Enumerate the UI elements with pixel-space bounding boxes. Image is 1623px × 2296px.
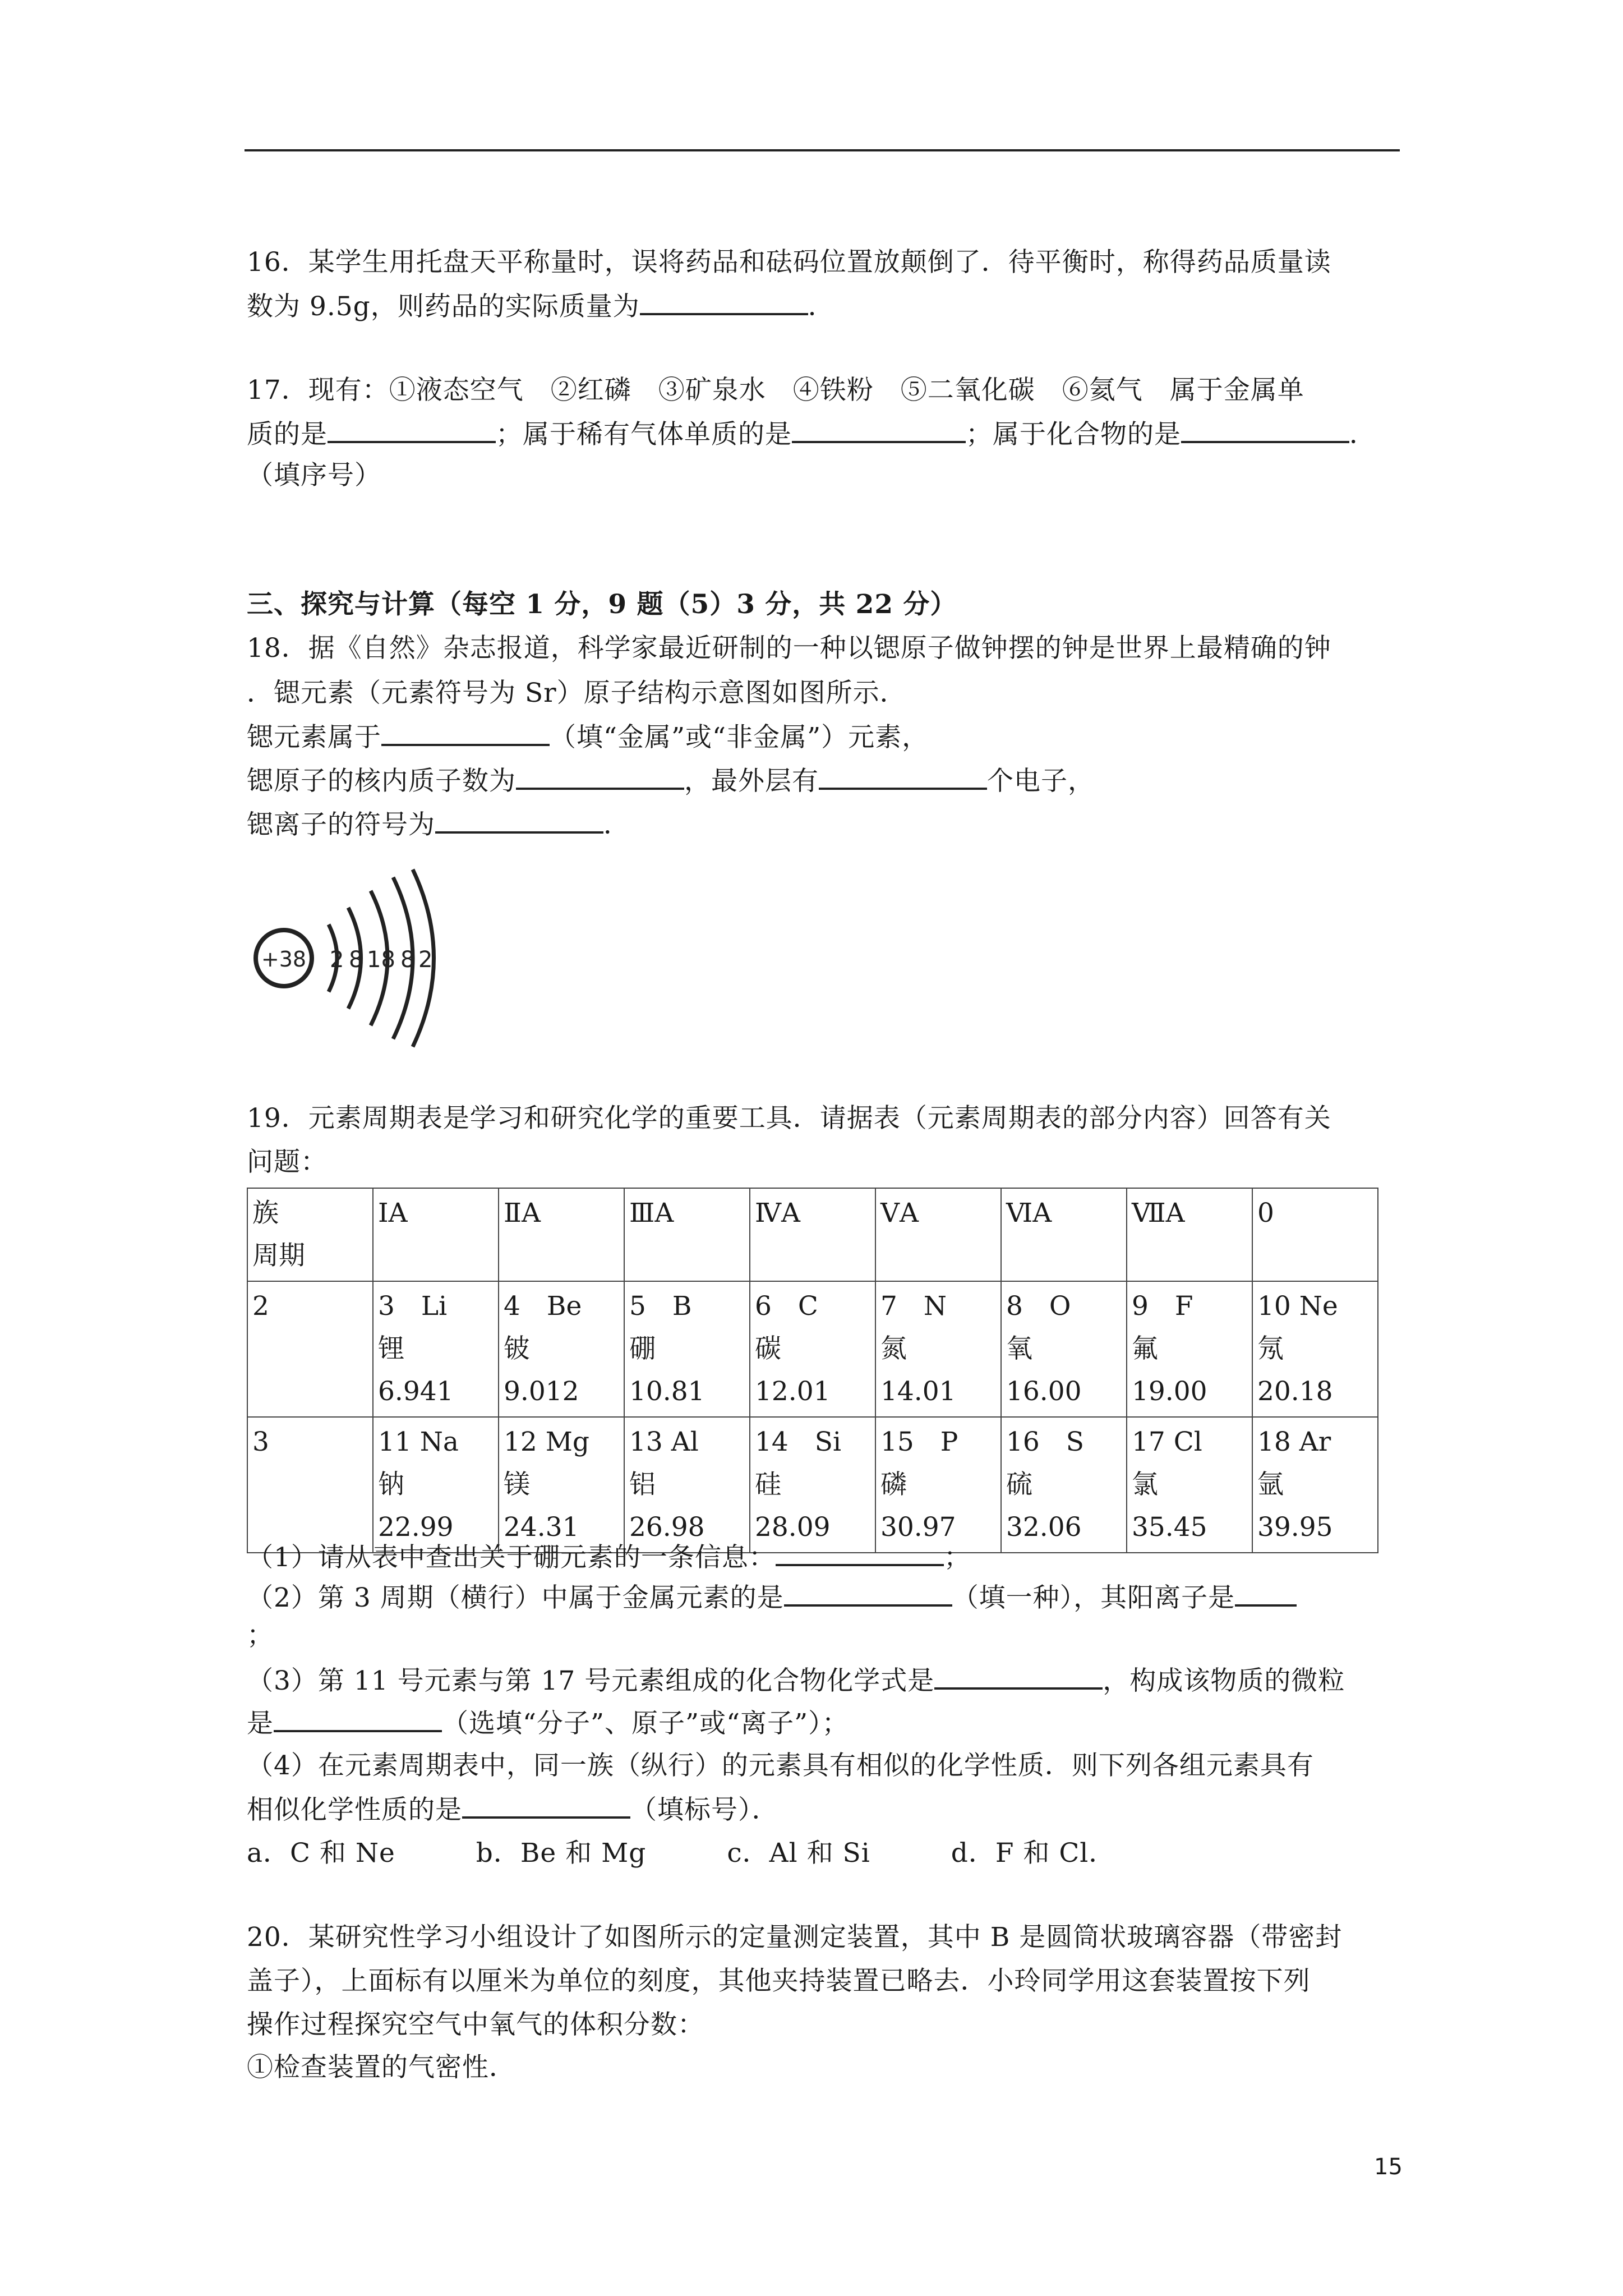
q19-sub3-cont: 是 （选填“分子”、原子”或“离子”）；	[247, 1706, 849, 1741]
group-header: ⅦA	[1127, 1188, 1252, 1281]
shell-1-electrons: 2	[330, 947, 344, 973]
answer-blank[interactable]	[640, 289, 808, 315]
element-cell: 8 O 氧 16.00	[1001, 1281, 1127, 1417]
q18-line5: 锶离子的符号为 ．	[247, 808, 630, 842]
q19-sub1: （1）请从表中查出关于硼元素的一条信息： ；	[247, 1540, 971, 1575]
element-cell: 9 F 氟 19.00	[1127, 1281, 1252, 1417]
answer-blank[interactable]	[274, 1706, 442, 1732]
q19-sub2: （2）第 3 周期（横行）中属于金属元素的是 （填一种），其阳离子是	[247, 1581, 1297, 1615]
element-cell: 4 Be 铍 9.012	[499, 1281, 624, 1417]
group-header: ⅡA	[499, 1188, 624, 1281]
element-cell: 5 B 硼 10.81	[624, 1281, 750, 1417]
element-cell: 15 P 磷 30.97	[875, 1417, 1001, 1553]
header-rule	[245, 149, 1400, 151]
group-header: ⅣA	[750, 1188, 875, 1281]
shell-4-electrons: 8	[400, 947, 415, 973]
period-cell: 2	[247, 1281, 373, 1417]
q18-line1: 18．据《自然》杂志报道，科学家最近研制的一种以锶原子做钟摆的钟是世界上最精确的钟	[247, 633, 1331, 664]
periodic-table	[247, 1188, 1378, 1553]
corner-cell: 族 周期	[247, 1188, 373, 1281]
answer-blank[interactable]	[462, 1793, 630, 1819]
element-cell: 12 Mg 镁 24.31	[499, 1417, 624, 1553]
q17-line3: （填序号）	[247, 460, 381, 491]
q19-options: a．C 和 Ne b．Be 和 Mg c．Al 和 Si d．F 和 Cl．	[247, 1838, 1116, 1869]
element-cell: 3 Li 锂 6.941	[373, 1281, 499, 1417]
element-cell: 6 C 碳 12.01	[750, 1281, 875, 1417]
answer-blank[interactable]	[792, 417, 966, 443]
q16-line2: 数为 9.5g，则药品的实际质量为 ．	[247, 289, 835, 324]
element-cell: 18 Ar 氩 39.95	[1252, 1417, 1378, 1553]
group-header: ⅢA	[624, 1188, 750, 1281]
element-cell: 17 Cl 氯 35.45	[1127, 1417, 1252, 1553]
answer-blank[interactable]	[381, 720, 550, 746]
answer-blank[interactable]	[328, 417, 496, 443]
answer-blank[interactable]	[784, 1581, 952, 1607]
answer-blank[interactable]	[516, 764, 684, 790]
answer-blank[interactable]	[1181, 417, 1349, 443]
table-row	[247, 1417, 1378, 1553]
q17-line2: 质的是 ；属于稀有气体单质的是 ；属于化合物的是 ．	[247, 417, 1376, 452]
q19-sub3: （3）第 11 号元素与第 17 号元素组成的化合物化学式是 ，构成该物质的微粒	[247, 1664, 1345, 1698]
q20-line4: ①检查装置的气密性．	[247, 2052, 516, 2083]
element-cell: 16 S 硫 32.06	[1001, 1417, 1127, 1553]
page-number: 15	[1374, 2154, 1403, 2180]
q19-sub4: （4）在元素周期表中，同一族（纵行）的元素具有相似的化学性质．则下列各组元素具有	[247, 1750, 1314, 1781]
strontium-atom-diagram	[245, 864, 458, 1049]
element-cell: 14 Si 硅 28.09	[750, 1417, 875, 1553]
shell-2-electrons: 8	[349, 947, 363, 973]
table-header-row	[247, 1188, 1378, 1281]
table-row	[247, 1281, 1378, 1417]
group-header: 0	[1252, 1188, 1378, 1281]
q18-line3: 锶元素属于 （填“金属”或“非金属”）元素，	[247, 720, 929, 754]
q19-line2: 问题：	[247, 1147, 328, 1177]
q18-line4: 锶原子的核内质子数为 ，最外层有 个电子，	[247, 764, 1095, 798]
element-cell: 11 Na 钠 22.99	[373, 1417, 499, 1553]
answer-blank[interactable]	[776, 1540, 944, 1566]
element-cell: 13 Al 铝 26.98	[624, 1417, 750, 1553]
element-cell: 7 N 氮 14.01	[875, 1281, 1001, 1417]
q19-sub4-cont: 相似化学性质的是 （填标号）．	[247, 1793, 779, 1827]
q19-line1: 19．元素周期表是学习和研究化学的重要工具．请据表（元素周期表的部分内容）回答有关	[247, 1103, 1331, 1134]
q20-line3: 操作过程探究空气中氧气的体积分数：	[247, 2009, 704, 2040]
group-header: ⅥA	[1001, 1188, 1127, 1281]
group-header: ⅤA	[875, 1188, 1001, 1281]
q20-line1: 20．某研究性学习小组设计了如图所示的定量测定装置，其中 B 是圆筒状玻璃容器（带密封	[247, 1922, 1343, 1953]
shell-3-electrons: 18	[367, 947, 395, 973]
group-header: ⅠA	[373, 1188, 499, 1281]
answer-blank[interactable]	[435, 808, 603, 834]
nucleus-label: +38	[261, 947, 307, 972]
q18-line2: ．锶元素（元素符号为 Sr）原子结构示意图如图所示．	[247, 678, 907, 708]
q16-line1: 16．某学生用托盘天平称量时，误将药品和砝码位置放颠倒了．待平衡时，称得药品质量读	[247, 247, 1331, 278]
q19-sub2-end: ；	[247, 1620, 274, 1651]
answer-blank[interactable]	[1235, 1581, 1297, 1607]
q17-line1: 17．现有：①液态空气 ②红磷 ③矿泉水 ④铁粉 ⑤二氧化碳 ⑥氦气 属于金属单	[247, 375, 1304, 406]
answer-blank[interactable]	[819, 764, 987, 790]
period-cell: 3	[247, 1417, 373, 1553]
shell-5-electrons: 2	[418, 947, 433, 973]
section-heading: 三、探究与计算（每空 1 分，9 题（5）3 分，共 22 分）	[247, 589, 957, 620]
answer-blank[interactable]	[934, 1664, 1103, 1690]
q20-line2: 盖子），上面标有以厘米为单位的刻度，其他夹持装置已略去．小玲同学用这套装置按下列	[247, 1966, 1311, 1996]
element-cell: 10 Ne 氖 20.18	[1252, 1281, 1378, 1417]
